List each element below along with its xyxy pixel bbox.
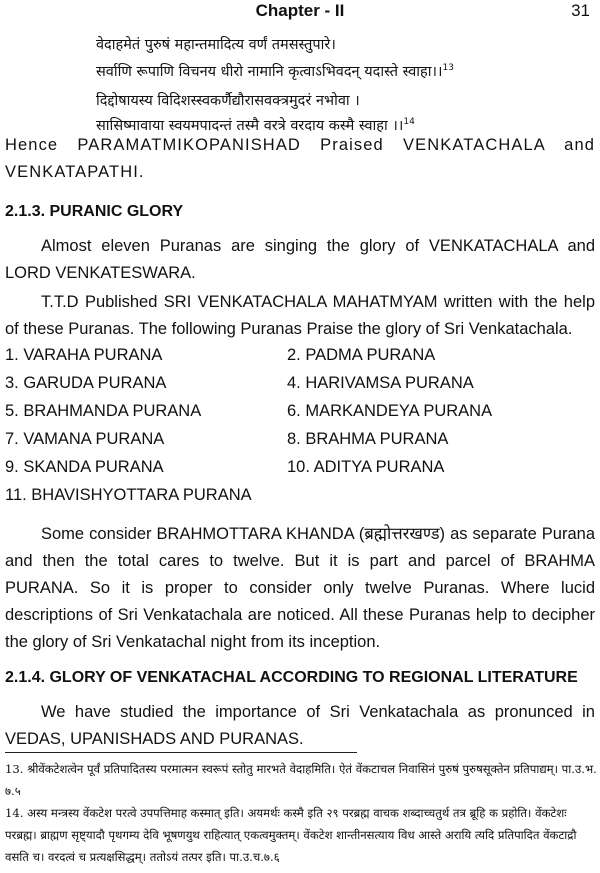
paragraph-text: We have studied the importance of Sri Venkatachala as pronunced in VEDAS, UPANISHADS AND PURANAS. <box>5 703 595 748</box>
list-item: 3. GARUDA PURANA <box>5 374 167 392</box>
footnote-14: 14. अस्य मन्त्रस्य वेंकटेश परत्वे उपपत्तिमाह कस्मात् इति। अयमर्थः कस्मै इति २९ परब्रह्म वाचक शब्दाच्चतुर्थ तत्र ब्रूहि क प्रहोति। वेंकटेशः परब्रह्म। ब्राह्मण सृष्ट्यादौ पृथगम्य देवि भूषणयुथ राहित्यात् एकत्वमुक्तम्। वेंकटेश शान्तीनसत्याय विध आस्ते अरायि त्यदि प्रतिपादित वेंकटाद्रौ वसति च। वरदत्वं च प्रत्यक्षसिद्धम्। ततोऽयं तत्पर इति। पा.उ.च.७.६ <box>5 806 577 864</box>
verse-line-1 <box>96 34 336 54</box>
page-number: 31 <box>571 1 590 20</box>
chapter-title: Chapter - II <box>255 1 345 20</box>
list-row <box>5 486 595 514</box>
paragraph-ttd-publication <box>5 289 595 343</box>
list-row <box>5 374 595 402</box>
list-item: 5. BRAHMANDA PURANA <box>5 402 202 420</box>
footnote-divider <box>5 752 357 753</box>
list-row <box>5 458 595 486</box>
list-item: 7. VAMANA PURANA <box>5 430 165 448</box>
list-item: 8. BRAHMA PURANA <box>287 430 449 448</box>
paragraph-puranas-count <box>5 233 595 287</box>
verse-text: दिद्दोषायस्य विदिशस्स्वकर्णैद्यौरासवक्त्रमुदरं नभोवा । <box>96 93 360 109</box>
list-item: 11. BHAVISHYOTTARA PURANA <box>5 486 252 504</box>
list-item: 4. HARIVAMSA PURANA <box>287 374 474 392</box>
verse-line-2 <box>96 61 454 81</box>
verse-text: सर्वाणि रूपाणि विचनय धीरो नामानि कृत्वाऽभिवदन् यदास्ते स्वाहा।। <box>96 64 443 80</box>
verse-text: वेदाहमेतं पुरुषं महान्तमादित्य वर्णं तमसस्तुपारे। <box>96 37 336 53</box>
paragraph-text: Some consider BRAHMOTTARA KHANDA (ब्रह्मोत्तरखण्ड) as separate Purana and then the total cares to twelve. But it is part and parcel of BRAHMA PURANA. So it is proper to consider only twelve Puranas. Where lucid descriptions of Sri Venkatachala are noticed. All these Puranas help to decipher the glory of Sri Venkatachal night from its inception. <box>5 525 595 651</box>
verse-text: सासिष्मावाया स्वयमपादन्तं तस्मै वरत्रे वरदाय कस्मै स्वाहा ।। <box>96 118 404 134</box>
intro-paragraph <box>5 132 595 186</box>
section-heading-2-1-4: 2.1.4. GLORY OF VENKATACHAL ACCORDING TO REGIONAL LITERATURE <box>5 669 578 686</box>
paragraph-brahmottara <box>5 521 595 656</box>
list-item: 10. ADITYA PURANA <box>287 458 445 476</box>
list-item: 6. MARKANDEYA PURANA <box>287 402 493 420</box>
section-heading-2-1-3: 2.1.3. PURANIC GLORY <box>5 203 184 220</box>
paragraph-text: Hence PARAMATMIKOPANISHAD Praised VENKATACHALA and VENKATAPATHI. <box>5 136 595 181</box>
list-item: 9. SKANDA PURANA <box>5 458 164 476</box>
paragraph-regional-literature <box>5 699 595 753</box>
footnote-ref-14: 14 <box>403 117 415 128</box>
verse-line-3 <box>96 90 360 110</box>
list-item: 2. PADMA PURANA <box>287 346 436 364</box>
paragraph-text: Almost eleven Puranas are singing the glory of VENKATACHALA and LORD VENKATESWARA. <box>5 237 595 282</box>
list-row <box>5 402 595 430</box>
list-item: 1. VARAHA PURANA <box>5 346 163 364</box>
page-header <box>0 1 600 23</box>
list-row <box>5 346 595 374</box>
footnote-13: 13. श्रीवेंकटेशत्वेन पूर्वं प्रतिपादितस्य परमात्मन स्वरूपं स्तोतु मारभते वेदाहमिति। ऐतं वेंकटाचल निवासिनं पुरुषं पुरुषसूक्तेन प्रतिपाद्यम्। पा.उ.भ. ७.५ <box>5 762 597 798</box>
puranas-list <box>5 346 595 514</box>
list-row <box>5 430 595 458</box>
footnotes <box>5 758 597 868</box>
footnote-ref-13: 13 <box>442 63 454 74</box>
paragraph-text: T.T.D Published SRI VENKATACHALA MAHATMYAM written with the help of these Puranas. The following Puranas Praise the glory of Sri Venkatachala. <box>5 293 595 338</box>
